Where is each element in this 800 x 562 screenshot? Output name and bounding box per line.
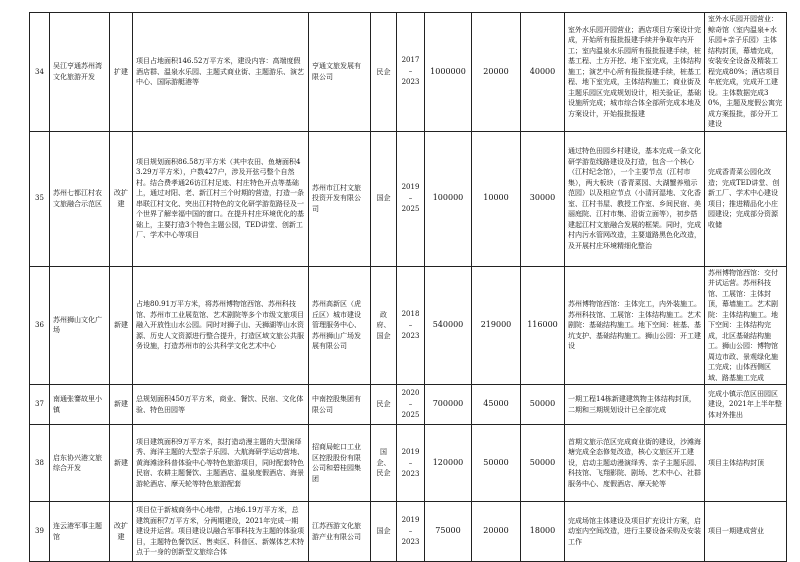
progress-plan: 首期文旅示范区完成商业街的建设，沙滩海塘完成全态修复改造，核心文旅区开工建设，启动主题动漫演绎秀、亲子主题乐园、科技馆、飞翔影院、剧场、艺术中心、社群服务中心、度假酒店、摩天轮等 xyxy=(565,425,705,502)
period-year: – xyxy=(408,458,413,467)
period-year: – xyxy=(408,400,413,408)
completed-investment: 10000 xyxy=(472,131,521,266)
project-owner: 中南控股集团有限公司 xyxy=(309,385,371,425)
table-row xyxy=(30,13,787,132)
completed-investment: 45000 xyxy=(472,385,521,425)
target-plan: 苏州博物馆西馆：交付并试运营。苏州科技馆、工展馆：主体封顶，幕墙施工。艺术剧院：主体结构施工。地下空间：主体结构完成，北区基础结构施工。狮山公园：博物馆周边市政、景观绿化施工完成；山体西侧区域、路基施工完成 xyxy=(705,266,787,385)
owner-nature: 国企 xyxy=(371,131,397,266)
project-name: 苏州七都江村农文旅融合示范区 xyxy=(50,131,110,266)
period-year: – xyxy=(408,67,413,76)
construction-type: 扩建 xyxy=(110,13,133,132)
planned-investment: 116000 xyxy=(521,266,565,385)
planned-investment: 40000 xyxy=(521,13,565,132)
total-investment: 700000 xyxy=(425,385,472,425)
project-name: 连云港军事主题馆 xyxy=(50,502,110,562)
period-year: – xyxy=(408,320,413,329)
period-year: 2019 xyxy=(401,447,420,456)
planned-investment: 50000 xyxy=(521,425,565,502)
project-content: 项目占地面积146.52万平方米，建设内容：高端度假酒店群、温泉水乐园、主题式商业街、主题游乐、演艺中心、国际游艇港等 xyxy=(133,13,309,132)
target-plan: 项目一期建成营业 xyxy=(705,502,787,562)
table-row xyxy=(30,266,787,385)
project-name: 吴江亨通苏州湾文化旅游开发 xyxy=(50,13,110,132)
project-content: 项目规划面积86.58万平方米（其中农田、鱼塘面积43.29万平方米），户数427户，涉及开弦弓整个自然村。结合费孝通26访江村足迹、村庄特色开点等基础上，通过对阳、老、新江村三个时期的营造，打造一条串联江村文化、突出江村特色的文化研学游览路径及一个世界了解幸福中国的窗口。在提升村庄环境优化的基础上，主要打造3个特色主题公园，TED讲堂、创新工厂、学术中心等项目 xyxy=(133,131,309,266)
row-number: 37 xyxy=(30,385,50,425)
construction-period xyxy=(397,385,425,425)
project-owner: 苏州高新区（虎丘区）城市建设管理服务中心、苏州狮山广场发展有限公司 xyxy=(309,266,371,385)
owner-nature: 政府、国企 xyxy=(371,266,397,385)
project-owner: 亨通文旅发展有限公司 xyxy=(309,13,371,132)
project-content: 项目位于新城商务中心地带，占地6.19万平方米，总建筑面积7万平方米，分两期建设，2021年完成一期建设并运营。项目建设以融合军事科技为主题的体验项目，主题特色餐饮区、售卖区、科普区、新媒体艺术特点于一身的创新型文旅综合体 xyxy=(133,502,309,562)
project-owner: 招商局蛇口工业区控股股份有限公司和碧桂园集团 xyxy=(309,425,371,502)
construction-period xyxy=(397,131,425,266)
target-plan: 完成小镇示范区田园区建设，2021年上半年整体对外推出 xyxy=(705,385,787,425)
table-row xyxy=(30,502,787,562)
construction-period xyxy=(397,425,425,502)
progress-plan: 一期工程14栋新建建筑物主体结构封顶，二期和三期规划设计已全部完成 xyxy=(565,385,705,425)
table-row xyxy=(30,131,787,266)
progress-plan: 室外水乐园开园营业；酒店项目方案设计完成，开始所有报批报建手续并争取年内开工；室内温泉水乐园所有报批报建手续，桩基工程、土方开挖、地下室完成，主体结构施工；演艺中心所有报批报建手续，桩基工程、地下室完成，主体结构施工；商业街及主题乐园区完成规划设计，相关验证，基础设施所完成；城市综合体全部所完成本地及方案设计，开始报批报建 xyxy=(565,13,705,132)
project-name: 南通张謇故里小镇 xyxy=(50,385,110,425)
owner-nature: 国企、民企 xyxy=(371,425,397,502)
period-year: 2023 xyxy=(401,331,420,340)
progress-plan: 完成场馆主体建设及项目扩充设计方案，启动室内空间改造，进行主要设备采购及安装工作 xyxy=(565,502,705,562)
progress-plan: 苏州博物馆西馆：主体完工，内外装施工。苏州科技馆、工展馆：主体结构施工。艺术剧院：基础结构施工。地下空间：桩基、基坑支护、基础结构施工。狮山公园：开工建设 xyxy=(565,266,705,385)
target-plan: 室外水乐园开园营业：鲸奇馆（室内温泉+水乐园+亲子乐园）主体结构封顶，幕墙完成，安装安全设备及精装工程完成80%；酒店项目年底完成，完成开工建设。主体数据完成30%，主题及度假公寓完成方案报批，部分开工建设 xyxy=(705,13,787,132)
owner-nature: 民企 xyxy=(371,13,397,132)
owner-nature: 民企 xyxy=(371,385,397,425)
total-investment: 100000 xyxy=(425,131,472,266)
construction-type: 改扩建 xyxy=(110,502,133,562)
completed-investment: 20000 xyxy=(472,502,521,562)
planned-investment: 18000 xyxy=(521,502,565,562)
period-year: 2020 xyxy=(401,389,420,397)
period-year: – xyxy=(408,194,413,202)
progress-plan: 通过特色田园乡村建设，基本完成一条文化研学游览线路建设及打造，包含一个核心（江村纪念馆），一个主要节点（江村市集），两大板块（香青菜园、大湖蟹养殖示范园）以及相应节点（小清河湿地、文化香室、江村书屋、教授工作室、乡间民宿、美丽庭院、江村市集、沿街立面等），初步搭建起江村文旅融合发展的框架。同时，完成村内污水管网改造，主要道路黑色化改造，及开展村庄环境精细化整治 xyxy=(565,131,705,266)
project-owner: 苏州市江村文旅投资开发有限公司 xyxy=(309,131,371,266)
table-row xyxy=(30,425,787,502)
row-number: 36 xyxy=(30,266,50,385)
total-investment: 120000 xyxy=(425,425,472,502)
total-investment: 540000 xyxy=(425,266,472,385)
period-year: 2019 xyxy=(401,183,420,191)
total-investment: 75000 xyxy=(425,502,472,562)
period-year: 2025 xyxy=(401,411,420,419)
construction-period xyxy=(397,266,425,385)
construction-period xyxy=(397,502,425,562)
construction-period xyxy=(397,13,425,132)
planned-investment: 50000 xyxy=(521,385,565,425)
construction-type: 新建 xyxy=(110,266,133,385)
total-investment: 1000000 xyxy=(425,13,472,132)
construction-type: 新建 xyxy=(110,425,133,502)
row-number: 39 xyxy=(30,502,50,562)
period-year: 2025 xyxy=(401,205,420,213)
construction-type: 新建 xyxy=(110,385,133,425)
project-name: 启东协兴港文旅综合开发 xyxy=(50,425,110,502)
period-year: 2023 xyxy=(401,469,420,478)
completed-investment: 50000 xyxy=(472,425,521,502)
project-content: 占地80.91万平方米，将苏州博物馆西馆、苏州科技馆、苏州市工业展览馆、艺术剧院等多个市级文旅项目融入开放性山水公园。同时对狮子山、天狮湖等山水资源、历史人文资源进行整合提升，打造区域文旅公共服务设施，打造苏州市的公共科学文化艺术中心 xyxy=(133,266,309,385)
project-content: 项目建筑面积9万平方米，拟打造动漫主题的大型演绎秀、海洋主题的大型亲子乐园、大航海研学运动营地、黄海滩涂科普体验中心等特色旅游项目，同时配套特色民宿、农耕主题餐饮、主题酒店、温泉度假酒店、海景游轮酒店、摩天轮等特色旅游配套 xyxy=(133,425,309,502)
period-year: 2023 xyxy=(401,78,420,87)
period-year: 2019 xyxy=(401,516,420,524)
period-year: 2018 xyxy=(401,309,420,318)
project-content: 总规划面积450万平方米，商业、餐饮、民宿、文化体验、特色田园等 xyxy=(133,385,309,425)
completed-investment: 20000 xyxy=(472,13,521,132)
row-number: 35 xyxy=(30,131,50,266)
row-number: 34 xyxy=(30,13,50,132)
target-plan: 完成香青菜公园化改造；完成TED讲堂、创新工厂、学术中心建设项目；推进精品化小庄园建设；完成部分资源收储 xyxy=(705,131,787,266)
table-row xyxy=(30,385,787,425)
project-owner: 江苏西游文化旅游产业有限公司 xyxy=(309,502,371,562)
target-plan: 项目主体结构封顶 xyxy=(705,425,787,502)
row-number: 38 xyxy=(30,425,50,502)
period-year: 2023 xyxy=(401,538,420,546)
planned-investment: 30000 xyxy=(521,131,565,266)
project-table xyxy=(29,12,787,562)
project-name: 苏州狮山文化广场 xyxy=(50,266,110,385)
period-year: – xyxy=(408,527,413,535)
period-year: 2017 xyxy=(401,56,420,65)
owner-nature: 国企 xyxy=(371,502,397,562)
construction-type: 改扩建 xyxy=(110,131,133,266)
completed-investment: 219000 xyxy=(472,266,521,385)
